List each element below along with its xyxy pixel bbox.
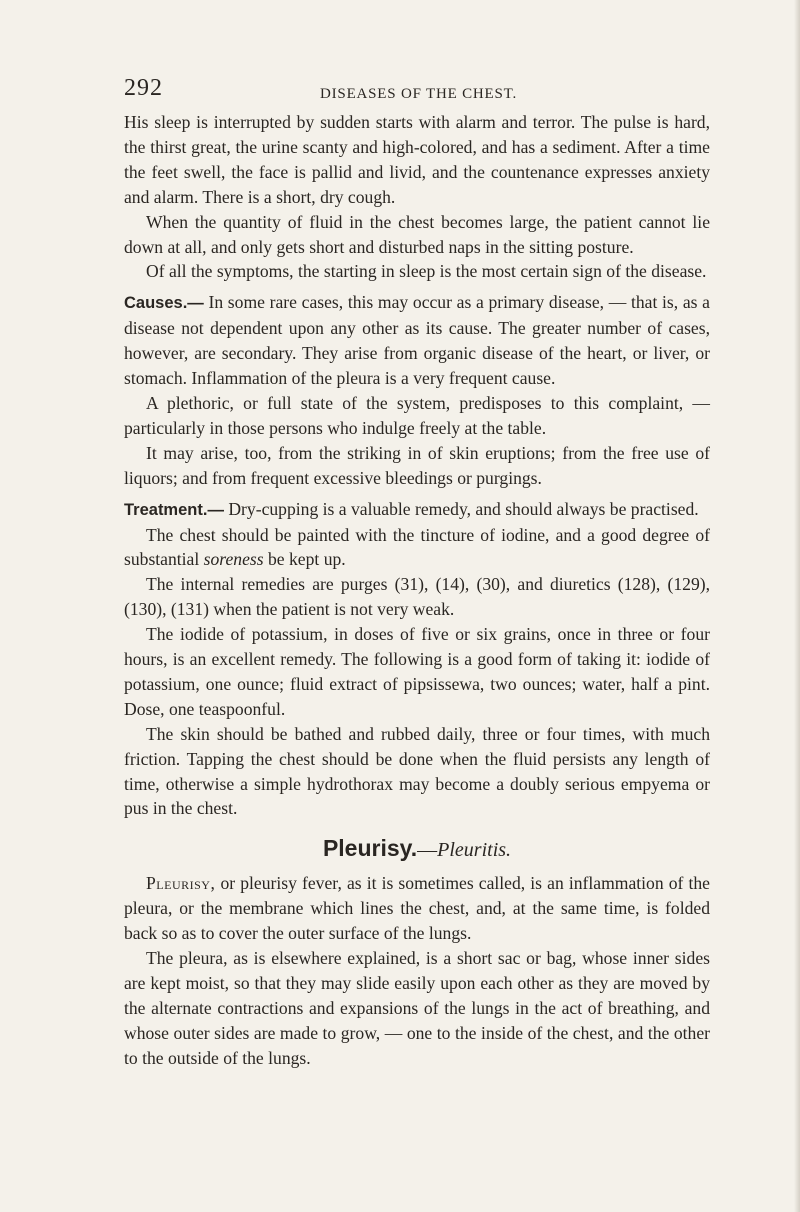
intro-paragraph-1: His sleep is interrupted by sudden starts with alarm and terror. The pulse is hard, the thirst great, the urine scanty and high-colored, and has a sediment. After a time the feet swell, the face is pallid and livid, and the countenance expresses anxiety and alarm. There is a short, dry cough. xyxy=(124,112,710,207)
treatment-paragraph-5: The skin should be bathed and rubbed daily, three or four times, with much friction. Tapping the chest should be done when the fluid persists any length of time, otherwise a simple hydrothorax may become a doubly serious empyema or pus in the chest. xyxy=(124,723,710,819)
causes-text: In some rare cases, this may occur as a primary disease, — that is, as a disease not dependent upon any other as its cause. The greater number of cases, however, are secondary. They arise from organic disease of the heart, or liver, or stomach. Inflammation of the pleura is a very frequent cause. xyxy=(124,292,710,389)
pleurisy-p1-text: or pleurisy fever, as it is sometimes called, is an inflammation of the pleura, or the membrane which lines the chest, and, at the same time, is folded back so as to cover the outer surface of the lungs. xyxy=(124,873,710,944)
pleurisy-lead-word: Pleurisy, xyxy=(146,873,216,894)
pleurisy-paragraph-1 xyxy=(124,871,710,946)
pleurisy-separator: — xyxy=(417,839,438,862)
treatment-p2-before: The chest should be painted with the tincture of iodine, and a good degree of substantial xyxy=(124,524,710,570)
intro-paragraph-3: Of all the symptoms, the starting in sleep is the most certain sign of the disease. xyxy=(146,261,707,282)
pleurisy-latin-name: Pleuritis. xyxy=(437,839,512,862)
treatment-p2-emphasis: soreness xyxy=(203,549,264,570)
page-number: 292 xyxy=(124,75,163,101)
pleurisy-paragraph-2: The pleura, as is elsewhere explained, is a short sac or bag, whose inner sides are kept moist, so that they may slide easily upon each other as they are moved by the alternate contractions and expansions of the lungs in the act of breathing, and whose outer sides are made to grow, — one to the inside of the chest, and the other to the outside of the lungs. xyxy=(124,948,710,1068)
treatment-paragraph-1 xyxy=(124,497,710,523)
treatment-p2-after: be kept up. xyxy=(263,549,346,570)
causes-heading: Causes.— xyxy=(124,294,204,313)
page-header xyxy=(124,0,710,110)
page-edge-shadow xyxy=(794,0,800,1212)
pleurisy-title: Pleurisy. xyxy=(322,835,418,862)
causes-paragraph-1 xyxy=(124,290,710,391)
treatment-paragraph-3: The internal remedies are purges (31), (14), (30), and diuretics (128), (129), (130), (131) when the patient is not very weak. xyxy=(124,574,710,620)
causes-paragraph-3: It may arise, too, from the striking in of skin eruptions; from the free use of liquors; and from frequent excessive bleedings or purgings. xyxy=(124,442,710,488)
causes-paragraph-2: A plethoric, or full state of the system, predisposes to this complaint, — particularly in those persons who indulge freely at the table. xyxy=(124,392,710,438)
pleurisy-heading xyxy=(124,835,710,863)
running-head: DISEASES OF THE CHEST. xyxy=(320,86,518,102)
treatment-paragraph-4: The iodide of potassium, in doses of five or six grains, once in three or four hours, is an excellent remedy. The following is a good form of taking it: iodide of potassium, one ounce; fluid extract of pipsissewa, two ounces; water, half a pint. Dose, one teaspoonful. xyxy=(124,624,710,719)
body-text xyxy=(124,110,710,1071)
treatment-text: Dry-cupping is a valuable remedy, and should always be practised. xyxy=(223,498,699,519)
intro-paragraph-2: When the quantity of fluid in the chest becomes large, the patient cannot lie down at all, and only gets short and disturbed naps in the sitting posture. xyxy=(124,211,710,257)
treatment-heading: Treatment.— xyxy=(124,500,224,519)
treatment-paragraph-2 xyxy=(124,523,710,573)
